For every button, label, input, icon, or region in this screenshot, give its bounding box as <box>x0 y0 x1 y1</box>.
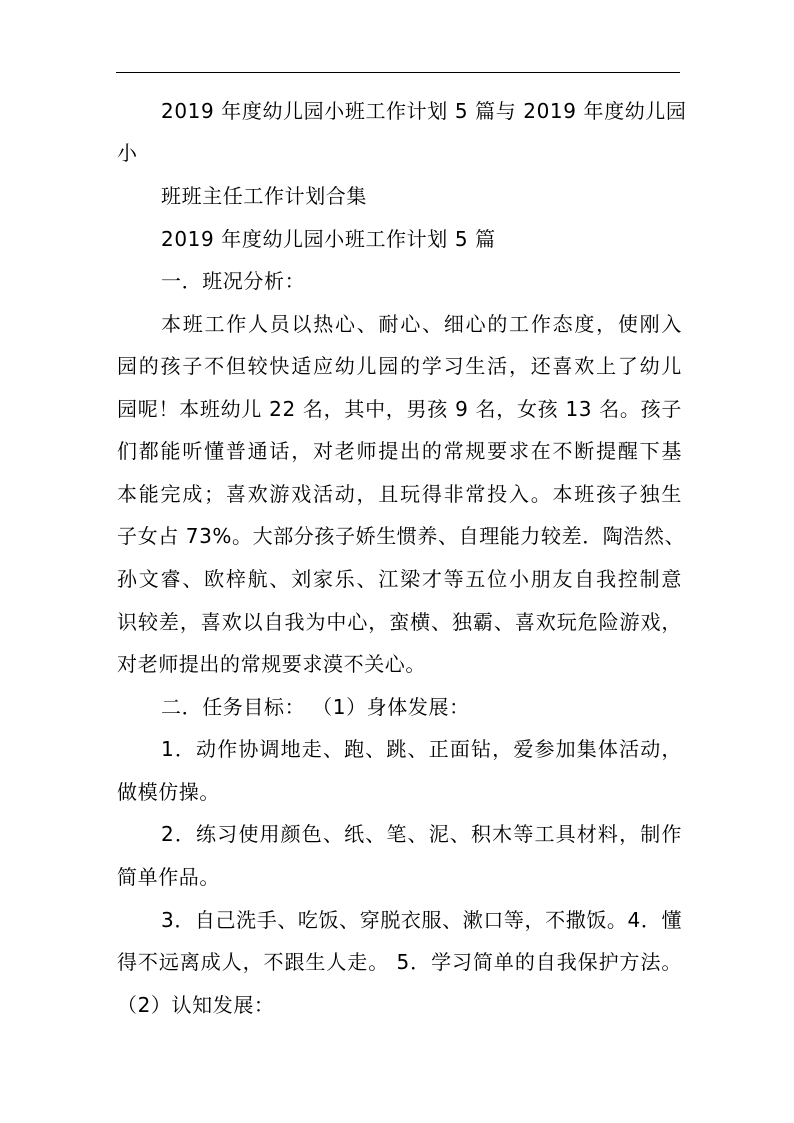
list-item-line: 2．练习使用颜色、纸、笔、泥、积木等工具材料，制作 <box>161 822 682 846</box>
section2-heading: 二．任务目标： （1）身体发展： <box>161 695 470 719</box>
paragraph-line: 本能完成；喜欢游戏活动，且玩得非常投入。本班孩子独生 <box>117 482 682 506</box>
paragraph-line: 本班工作人员以热心、耐心、细心的工作态度，使刚入 <box>161 312 682 336</box>
paragraph-line: 孙文睿、欧梓航、刘家乐、江梁才等五位小朋友自我控制意 <box>117 567 682 591</box>
subtitle: 2019 年度幼儿园小班工作计划 5 篇 <box>161 227 496 251</box>
list-item-line: 简单作品。 <box>117 865 220 889</box>
title-line-3: 班班主任工作计划合集 <box>161 184 367 208</box>
paragraph-line: 对老师提出的常规要求漠不关心。 <box>117 652 426 676</box>
list-item-line: 3．自己洗手、吃饭、穿脱衣服、漱口等，不撒饭。4．懂 <box>161 908 683 932</box>
title-line-1: 2019 年度幼儿园小班工作计划 5 篇与 2019 年度幼儿园 <box>161 99 687 123</box>
paragraph-line: 子女占 73%。大部分孩子娇生惯养、自理能力较差．陶浩然、 <box>117 524 686 548</box>
paragraph-line: 识较差，喜欢以自我为中心，蛮横、独霸、喜欢玩危险游戏， <box>117 610 682 634</box>
paragraph-line: 园呢！本班幼儿 22 名，其中，男孩 9 名，女孩 13 名。孩子 <box>117 397 682 421</box>
list-item-line: 1．动作协调地走、跑、跳、正面钻，爱参加集体活动， <box>161 737 682 761</box>
list-item-line: 做模仿操。 <box>117 780 220 804</box>
list-item-line: 得不远离成人，不跟生人走。 5．学习简单的自我保护方法。 <box>117 950 682 974</box>
paragraph-line: 园的孩子不但较快适应幼儿园的学习生活，还喜欢上了幼儿 <box>117 354 682 378</box>
paragraph-line: 们都能听懂普通话，对老师提出的常规要求在不断提醒下基 <box>117 439 682 463</box>
title-line-2: 小 <box>117 141 138 165</box>
section1-heading: 一．班况分析： <box>161 269 306 293</box>
sub-heading: （2）认知发展： <box>117 993 275 1017</box>
